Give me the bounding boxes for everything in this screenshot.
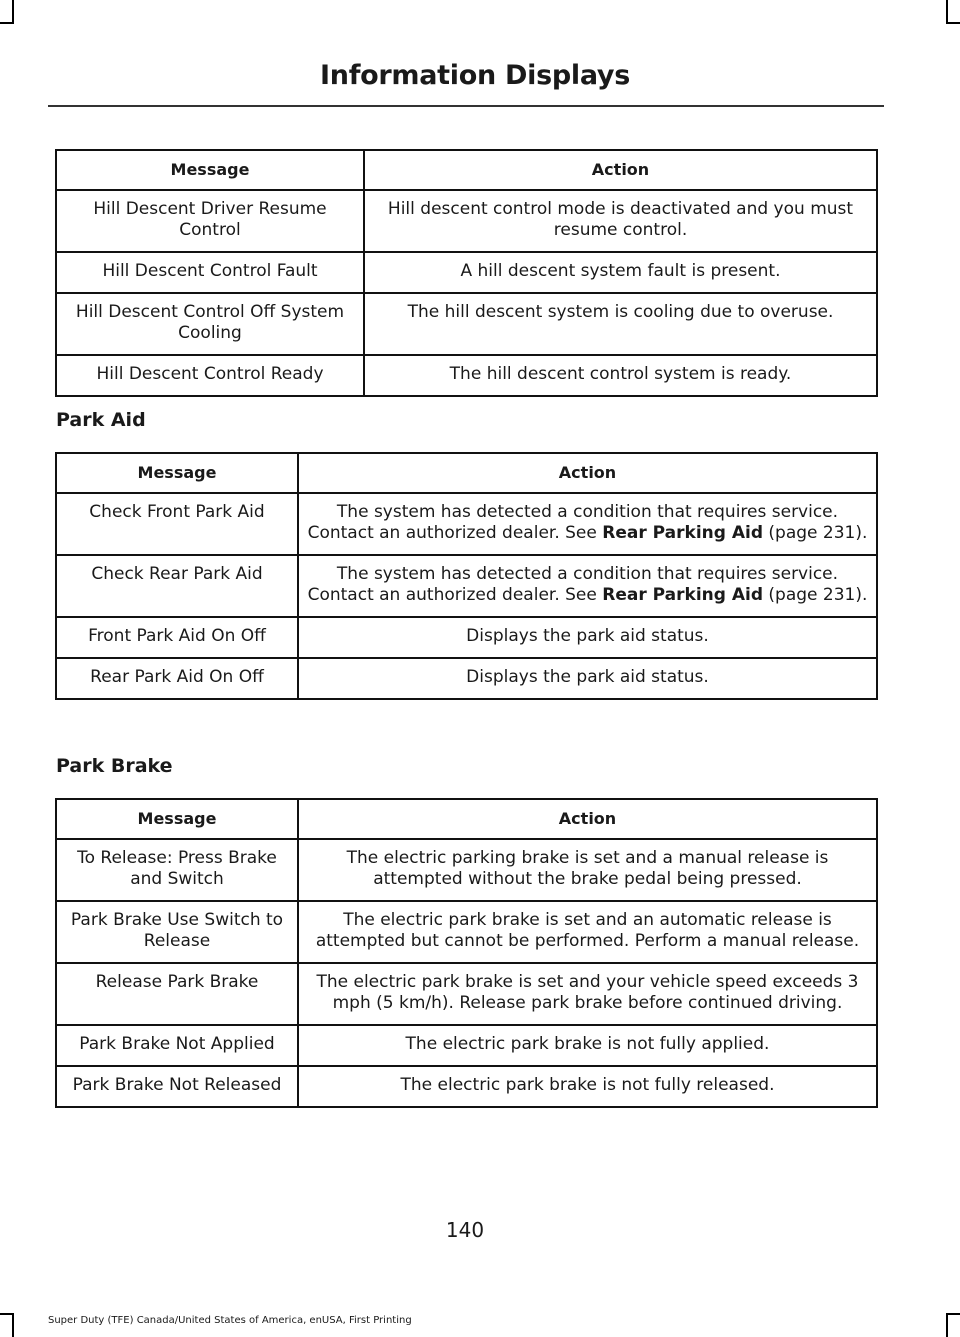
park-brake-table [55,798,878,1108]
crop-mark [12,0,14,22]
message-cell: To Release: Press Brake and Switch [56,839,298,901]
section-heading-park-brake: Park Brake [56,755,173,777]
table-row [56,658,877,699]
table-row [56,252,877,293]
crop-mark [12,1315,14,1337]
message-cell: Hill Descent Driver Resume Control [56,190,364,252]
action-cell: Displays the park aid status. [298,617,877,658]
cross-reference-link[interactable]: Rear Parking Aid [602,585,763,605]
message-cell: Release Park Brake [56,963,298,1025]
column-header-message: Message [56,799,298,839]
column-header-message: Message [56,453,298,493]
table-row [56,555,877,617]
page-title: Information Displays [320,60,630,91]
crop-mark [0,22,14,24]
title-divider [48,105,884,107]
column-header-action: Action [298,799,877,839]
table-header-row [56,150,877,190]
action-cell: The hill descent system is cooling due to overuse. [364,293,877,355]
action-cell: The electric park brake is not fully applied. [298,1025,877,1066]
crop-mark [946,1313,960,1315]
message-cell: Hill Descent Control Fault [56,252,364,293]
footer-imprint: Super Duty (TFE) Canada/United States of America, enUSA, First Printing [48,1315,412,1326]
crop-mark [946,22,960,24]
column-header-action: Action [364,150,877,190]
message-cell: Park Brake Use Switch to Release [56,901,298,963]
action-cell: The hill descent control system is ready. [364,355,877,396]
message-cell: Check Rear Park Aid [56,555,298,617]
cross-reference-link[interactable]: Rear Parking Aid [602,523,763,543]
page-reference: (page 231). [763,523,868,543]
column-header-message: Message [56,150,364,190]
action-cell: The electric park brake is not fully released. [298,1066,877,1107]
message-cell: Park Brake Not Applied [56,1025,298,1066]
table-row [56,963,877,1025]
action-cell: Hill descent control mode is deactivated and you must resume control. [364,190,877,252]
table-row [56,190,877,252]
crop-mark [946,1315,948,1337]
message-cell: Check Front Park Aid [56,493,298,555]
message-cell: Front Park Aid On Off [56,617,298,658]
hill-descent-table [55,149,878,397]
table-row [56,901,877,963]
table-row [56,355,877,396]
section-heading-park-aid: Park Aid [56,409,146,431]
page-number: 140 [445,1218,485,1242]
table-header-row [56,453,877,493]
table-row [56,493,877,555]
crop-mark [946,0,948,22]
table-row [56,293,877,355]
table-row [56,1025,877,1066]
action-text: The system has detected a condition that requires service. Contact an authorized dealer. See [307,502,839,543]
action-cell [298,493,877,555]
crop-mark [0,1313,14,1315]
message-cell: Hill Descent Control Off System Cooling [56,293,364,355]
action-cell [298,555,877,617]
park-aid-table [55,452,878,700]
action-cell: The electric park brake is set and an automatic release is attempted but cannot be performed. Perform a manual release. [298,901,877,963]
action-text: The system has detected a condition that requires service. Contact an authorized dealer. See [307,564,839,605]
table-row [56,1066,877,1107]
page-reference: (page 231). [763,585,868,605]
message-cell: Hill Descent Control Ready [56,355,364,396]
message-cell: Park Brake Not Released [56,1066,298,1107]
action-cell: The electric parking brake is set and a manual release is attempted without the brake pedal being pressed. [298,839,877,901]
table-row [56,839,877,901]
action-cell: Displays the park aid status. [298,658,877,699]
column-header-action: Action [298,453,877,493]
action-cell: The electric park brake is set and your vehicle speed exceeds 3 mph (5 km/h). Release park brake before continued driving. [298,963,877,1025]
message-cell: Rear Park Aid On Off [56,658,298,699]
table-row [56,617,877,658]
action-cell: A hill descent system fault is present. [364,252,877,293]
table-header-row [56,799,877,839]
